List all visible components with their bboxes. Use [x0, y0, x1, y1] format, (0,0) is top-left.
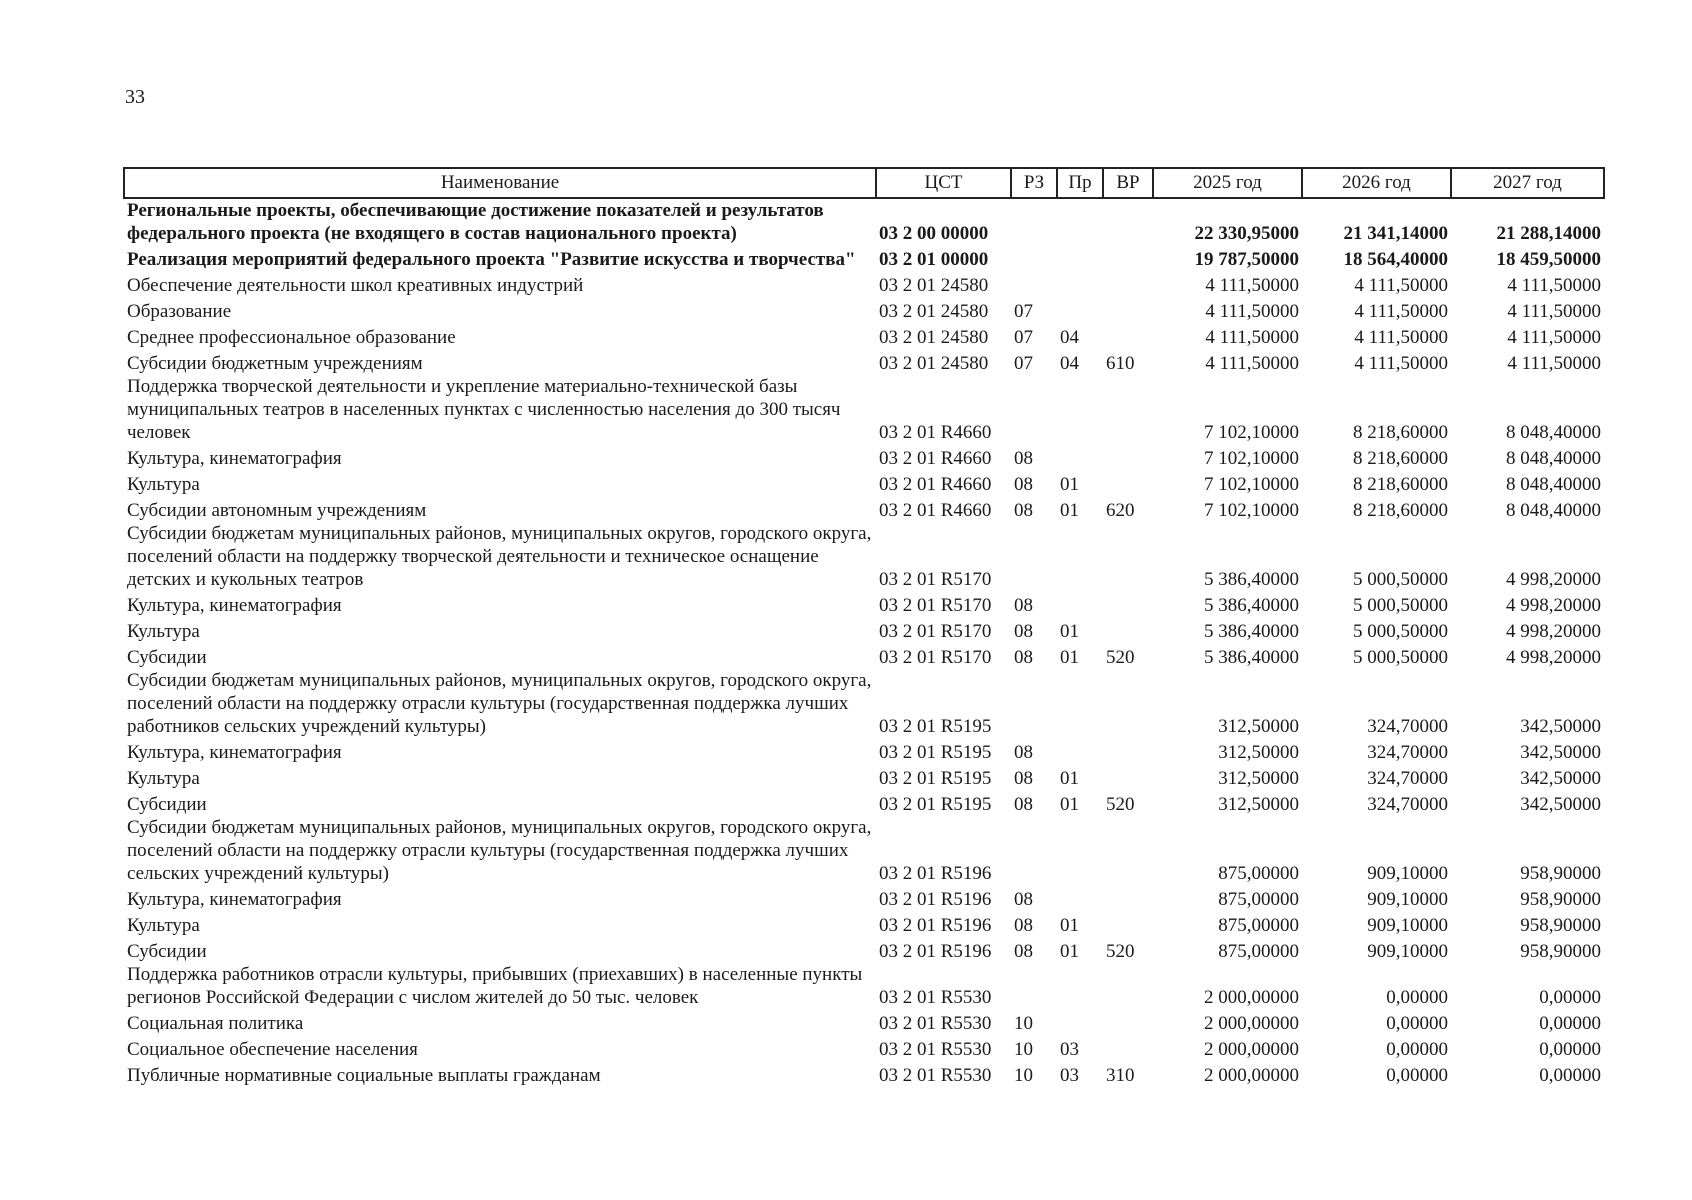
row-pr: [1057, 885, 1103, 911]
row-amount-2026: 4 111,50000: [1354, 353, 1448, 374]
row-amount-2027: 0,00000: [1539, 987, 1601, 1008]
row-cst: 03 2 01 R5170: [879, 647, 992, 668]
row-pr: 03: [1060, 1039, 1079, 1060]
row-rz: [1011, 522, 1057, 591]
row-rz: 07: [1014, 301, 1033, 322]
row-amount-2027: 958,90000: [1520, 889, 1601, 910]
row-cst: 03 2 01 R5195: [879, 742, 992, 763]
row-amount-2025: 5 386,40000: [1204, 569, 1299, 590]
row-vr: [1103, 669, 1153, 738]
row-pr: [1057, 444, 1103, 470]
row-cst: 03 2 01 R5196: [879, 915, 992, 936]
header-2025: 2025 год: [1153, 168, 1302, 198]
header-2026: 2026 год: [1302, 168, 1451, 198]
row-amount-2026: 4 111,50000: [1354, 275, 1448, 296]
table-row: [124, 198, 1604, 245]
row-name: Региональные проекты, обеспечивающие достижение показателей и результатов федерального проекта (не входящего в состав национального проекта): [127, 200, 824, 244]
row-amount-2025: 5 386,40000: [1204, 621, 1299, 642]
row-amount-2026: 21 341,14000: [1343, 223, 1448, 244]
row-vr: [1103, 444, 1153, 470]
table-row: [124, 937, 1604, 963]
row-amount-2025: 5 386,40000: [1204, 647, 1299, 668]
row-amount-2026: 5 000,50000: [1353, 647, 1448, 668]
row-vr: [1103, 764, 1153, 790]
table-row: [124, 349, 1604, 375]
row-amount-2027: 8 048,40000: [1506, 448, 1601, 469]
row-rz: 08: [1014, 474, 1033, 495]
row-cst: 03 2 01 R5196: [879, 889, 992, 910]
row-vr: [1103, 323, 1153, 349]
row-amount-2026: 4 111,50000: [1354, 301, 1448, 322]
row-rz: [1011, 375, 1057, 444]
row-amount-2027: 0,00000: [1539, 1065, 1601, 1086]
row-amount-2027: 4 111,50000: [1507, 327, 1601, 348]
row-rz: 10: [1014, 1065, 1033, 1086]
header-vr: ВР: [1103, 168, 1153, 198]
row-vr: 610: [1106, 353, 1135, 374]
row-amount-2027: 4 998,20000: [1506, 647, 1601, 668]
row-vr: 620: [1106, 500, 1135, 521]
row-pr: 01: [1060, 621, 1079, 642]
row-vr: [1103, 617, 1153, 643]
row-pr: [1057, 271, 1103, 297]
table-row: [124, 323, 1604, 349]
row-amount-2027: 8 048,40000: [1506, 422, 1601, 443]
table-header-row: [124, 168, 1604, 198]
row-cst: 03 2 01 R4660: [879, 500, 992, 521]
row-amount-2025: 875,00000: [1218, 889, 1299, 910]
row-vr: [1103, 885, 1153, 911]
row-amount-2025: 312,50000: [1218, 768, 1299, 789]
row-cst: 03 2 01 R4660: [879, 474, 992, 495]
row-cst: 03 2 00 00000: [879, 223, 989, 244]
row-amount-2026: 18 564,40000: [1343, 249, 1448, 270]
row-pr: 04: [1060, 353, 1079, 374]
row-vr: [1103, 245, 1153, 271]
row-name: Социальное обеспечение населения: [127, 1039, 418, 1060]
row-rz: 08: [1014, 794, 1033, 815]
row-name: Культура: [127, 768, 200, 789]
row-amount-2027: 21 288,14000: [1496, 223, 1601, 244]
row-rz: 08: [1014, 742, 1033, 763]
row-name: Субсидии бюджетам муниципальных районов, муниципальных округов, городского округа, поселений области на поддержку отрасли культуры (государственная поддержка лучших сельских учреждений культуры): [127, 817, 872, 884]
row-amount-2027: 342,50000: [1520, 794, 1601, 815]
row-amount-2026: 909,10000: [1367, 941, 1448, 962]
page-number: 33: [125, 86, 145, 108]
row-amount-2027: 958,90000: [1520, 863, 1601, 884]
row-name: Социальная политика: [127, 1013, 304, 1034]
row-amount-2027: 4 111,50000: [1507, 353, 1601, 374]
row-amount-2027: 4 998,20000: [1506, 569, 1601, 590]
header-2027: 2027 год: [1451, 168, 1604, 198]
table-row: [124, 591, 1604, 617]
row-amount-2026: 0,00000: [1386, 987, 1448, 1008]
row-name: Реализация мероприятий федерального проекта "Развитие искусства и творчества": [127, 249, 856, 270]
row-amount-2027: 8 048,40000: [1506, 500, 1601, 521]
row-vr: [1103, 738, 1153, 764]
row-vr: [1103, 963, 1153, 1009]
row-cst: 03 2 01 R5195: [879, 768, 992, 789]
table-row: [124, 375, 1604, 444]
row-vr: [1103, 591, 1153, 617]
row-name: Культура: [127, 915, 200, 936]
row-cst: 03 2 01 R5530: [879, 987, 992, 1008]
row-rz: 08: [1014, 500, 1033, 521]
row-amount-2027: 342,50000: [1520, 768, 1601, 789]
row-rz: 08: [1014, 595, 1033, 616]
row-vr: [1103, 911, 1153, 937]
row-amount-2026: 0,00000: [1386, 1013, 1448, 1034]
row-amount-2025: 875,00000: [1218, 915, 1299, 936]
header-pr: Пр: [1057, 168, 1103, 198]
row-cst: 03 2 01 R5170: [879, 621, 992, 642]
row-rz: [1011, 245, 1057, 271]
row-rz: 10: [1014, 1013, 1033, 1034]
row-cst: 03 2 01 R5195: [879, 794, 992, 815]
row-pr: 01: [1060, 647, 1079, 668]
row-amount-2025: 19 787,50000: [1194, 249, 1299, 270]
row-amount-2027: 4 998,20000: [1506, 595, 1601, 616]
row-vr: [1103, 1009, 1153, 1035]
header-cst: ЦСТ: [876, 168, 1011, 198]
row-cst: 03 2 01 R4660: [879, 448, 992, 469]
row-cst: 03 2 01 24580: [879, 301, 989, 322]
row-amount-2025: 7 102,10000: [1204, 474, 1299, 495]
table-row: [124, 816, 1604, 885]
row-name: Культура, кинематография: [127, 742, 342, 763]
row-amount-2026: 324,70000: [1367, 794, 1448, 815]
row-vr: [1103, 1035, 1153, 1061]
row-amount-2025: 7 102,10000: [1204, 422, 1299, 443]
row-name: Субсидии автономным учреждениям: [127, 500, 427, 521]
row-amount-2025: 2 000,00000: [1204, 987, 1299, 1008]
row-pr: [1057, 522, 1103, 591]
row-name: Субсидии: [127, 794, 207, 815]
row-amount-2025: 312,50000: [1218, 742, 1299, 763]
row-name: Субсидии: [127, 647, 207, 668]
row-pr: [1057, 738, 1103, 764]
row-amount-2026: 324,70000: [1367, 768, 1448, 789]
row-vr: [1103, 470, 1153, 496]
row-pr: [1057, 245, 1103, 271]
row-amount-2025: 7 102,10000: [1204, 448, 1299, 469]
row-amount-2027: 4 998,20000: [1506, 621, 1601, 642]
row-cst: 03 2 01 24580: [879, 327, 989, 348]
row-rz: 08: [1014, 448, 1033, 469]
row-name: Поддержка творческой деятельности и укрепление материально-технической базы муниципальных театров в населенных пунктах с численностью населения до 300 тысяч человек: [127, 376, 841, 443]
row-amount-2025: 312,50000: [1218, 794, 1299, 815]
row-amount-2026: 8 218,60000: [1353, 500, 1448, 521]
row-vr: 520: [1106, 647, 1135, 668]
table-row: [124, 963, 1604, 1009]
row-amount-2026: 8 218,60000: [1353, 422, 1448, 443]
row-amount-2027: 342,50000: [1520, 716, 1601, 737]
row-name: Культура, кинематография: [127, 595, 342, 616]
table-row: [124, 669, 1604, 738]
row-pr: 01: [1060, 794, 1079, 815]
row-rz: 10: [1014, 1039, 1033, 1060]
row-cst: 03 2 01 R5170: [879, 569, 992, 590]
row-amount-2025: 875,00000: [1218, 863, 1299, 884]
row-rz: [1011, 198, 1057, 245]
row-vr: [1103, 198, 1153, 245]
row-vr: 520: [1106, 794, 1135, 815]
table-row: [124, 496, 1604, 522]
row-name: Среднее профессиональное образование: [127, 327, 456, 348]
row-pr: [1057, 591, 1103, 617]
row-name: Образование: [127, 301, 232, 322]
header-name: Наименование: [124, 168, 876, 198]
row-rz: 07: [1014, 353, 1033, 374]
row-amount-2026: 0,00000: [1386, 1065, 1448, 1086]
row-amount-2025: 875,00000: [1218, 941, 1299, 962]
row-name: Субсидии бюджетам муниципальных районов, муниципальных округов, городского округа, поселений области на поддержку отрасли культуры (государственная поддержка лучших работников сельских учреждений культуры): [127, 670, 872, 737]
table-row: [124, 470, 1604, 496]
table-row: [124, 885, 1604, 911]
row-pr: 04: [1060, 327, 1079, 348]
row-rz: 08: [1014, 941, 1033, 962]
row-pr: 03: [1060, 1065, 1079, 1086]
table-row: [124, 764, 1604, 790]
row-amount-2026: 4 111,50000: [1354, 327, 1448, 348]
row-name: Субсидии бюджетам муниципальных районов, муниципальных округов, городского округа, поселений области на поддержку творческой деятельности и техническое оснащение детских и кукольных театров: [127, 523, 872, 590]
row-pr: 01: [1060, 915, 1079, 936]
row-cst: 03 2 01 24580: [879, 353, 989, 374]
row-rz: 07: [1014, 327, 1033, 348]
row-rz: [1011, 271, 1057, 297]
row-amount-2026: 909,10000: [1367, 863, 1448, 884]
row-amount-2025: 4 111,50000: [1205, 301, 1299, 322]
row-amount-2025: 22 330,95000: [1194, 223, 1299, 244]
row-amount-2026: 5 000,50000: [1353, 595, 1448, 616]
row-name: Культура, кинематография: [127, 889, 342, 910]
row-pr: [1057, 375, 1103, 444]
row-cst: 03 2 01 R5530: [879, 1065, 992, 1086]
row-vr: [1103, 271, 1153, 297]
row-pr: 01: [1060, 500, 1079, 521]
row-vr: [1103, 297, 1153, 323]
row-amount-2027: 0,00000: [1539, 1013, 1601, 1034]
row-amount-2025: 312,50000: [1218, 716, 1299, 737]
row-amount-2026: 8 218,60000: [1353, 448, 1448, 469]
row-name: Культура, кинематография: [127, 448, 342, 469]
row-pr: [1057, 297, 1103, 323]
row-rz: 08: [1014, 647, 1033, 668]
row-amount-2026: 324,70000: [1367, 716, 1448, 737]
row-amount-2026: 5 000,50000: [1353, 569, 1448, 590]
row-cst: 03 2 01 R5196: [879, 941, 992, 962]
row-rz: [1011, 963, 1057, 1009]
row-amount-2025: 4 111,50000: [1205, 327, 1299, 348]
row-amount-2025: 4 111,50000: [1205, 275, 1299, 296]
row-name: Субсидии: [127, 941, 207, 962]
row-amount-2026: 8 218,60000: [1353, 474, 1448, 495]
row-pr: [1057, 963, 1103, 1009]
row-amount-2027: 342,50000: [1520, 742, 1601, 763]
row-rz: [1011, 816, 1057, 885]
row-cst: 03 2 01 R5170: [879, 595, 992, 616]
row-name: Обеспечение деятельности школ креативных индустрий: [127, 275, 584, 296]
row-amount-2027: 18 459,50000: [1496, 249, 1601, 270]
table-row: [124, 643, 1604, 669]
row-amount-2026: 909,10000: [1367, 889, 1448, 910]
row-pr: [1057, 198, 1103, 245]
row-pr: 01: [1060, 474, 1079, 495]
row-cst: 03 2 01 R5530: [879, 1013, 992, 1034]
row-cst: 03 2 01 00000: [879, 249, 989, 270]
row-pr: [1057, 1009, 1103, 1035]
row-amount-2027: 958,90000: [1520, 941, 1601, 962]
row-cst: 03 2 01 R5195: [879, 716, 992, 737]
row-rz: 08: [1014, 768, 1033, 789]
budget-table: [123, 167, 1605, 1087]
row-cst: 03 2 01 R4660: [879, 422, 992, 443]
row-name: Культура: [127, 474, 200, 495]
row-vr: 310: [1106, 1065, 1135, 1086]
row-amount-2025: 7 102,10000: [1204, 500, 1299, 521]
row-amount-2027: 958,90000: [1520, 915, 1601, 936]
table-body: [124, 198, 1604, 1087]
row-amount-2025: 5 386,40000: [1204, 595, 1299, 616]
row-pr: 01: [1060, 941, 1079, 962]
row-rz: [1011, 669, 1057, 738]
row-vr: [1103, 522, 1153, 591]
table-row: [124, 245, 1604, 271]
table-row: [124, 911, 1604, 937]
row-name: Публичные нормативные социальные выплаты гражданам: [127, 1065, 601, 1086]
header-rz: РЗ: [1011, 168, 1057, 198]
table-row: [124, 617, 1604, 643]
row-cst: 03 2 01 24580: [879, 275, 989, 296]
row-name: Культура: [127, 621, 200, 642]
row-vr: 520: [1106, 941, 1135, 962]
row-cst: 03 2 01 R5196: [879, 863, 992, 884]
row-rz: 08: [1014, 889, 1033, 910]
row-amount-2025: 2 000,00000: [1204, 1013, 1299, 1034]
row-name: Субсидии бюджетным учреждениям: [127, 353, 423, 374]
row-rz: 08: [1014, 915, 1033, 936]
table-row: [124, 444, 1604, 470]
table-row: [124, 1035, 1604, 1061]
row-amount-2027: 4 111,50000: [1507, 301, 1601, 322]
row-pr: [1057, 816, 1103, 885]
row-amount-2025: 2 000,00000: [1204, 1065, 1299, 1086]
row-amount-2026: 0,00000: [1386, 1039, 1448, 1060]
row-vr: [1103, 375, 1153, 444]
row-pr: 01: [1060, 768, 1079, 789]
table-row: [124, 738, 1604, 764]
row-rz: 08: [1014, 621, 1033, 642]
row-amount-2027: 4 111,50000: [1507, 275, 1601, 296]
row-vr: [1103, 816, 1153, 885]
table-row: [124, 790, 1604, 816]
row-cst: 03 2 01 R5530: [879, 1039, 992, 1060]
row-amount-2025: 4 111,50000: [1205, 353, 1299, 374]
table-row: [124, 1061, 1604, 1087]
table-row: [124, 297, 1604, 323]
row-amount-2026: 324,70000: [1367, 742, 1448, 763]
row-amount-2027: 0,00000: [1539, 1039, 1601, 1060]
table-row: [124, 1009, 1604, 1035]
table-row: [124, 271, 1604, 297]
row-amount-2027: 8 048,40000: [1506, 474, 1601, 495]
row-amount-2025: 2 000,00000: [1204, 1039, 1299, 1060]
row-name: Поддержка работников отрасли культуры, прибывших (приехавших) в населенные пункты регионов Российской Федерации с числом жителей до 50 тыс. человек: [127, 964, 863, 1008]
row-amount-2026: 5 000,50000: [1353, 621, 1448, 642]
row-amount-2026: 909,10000: [1367, 915, 1448, 936]
row-pr: [1057, 669, 1103, 738]
table-row: [124, 522, 1604, 591]
